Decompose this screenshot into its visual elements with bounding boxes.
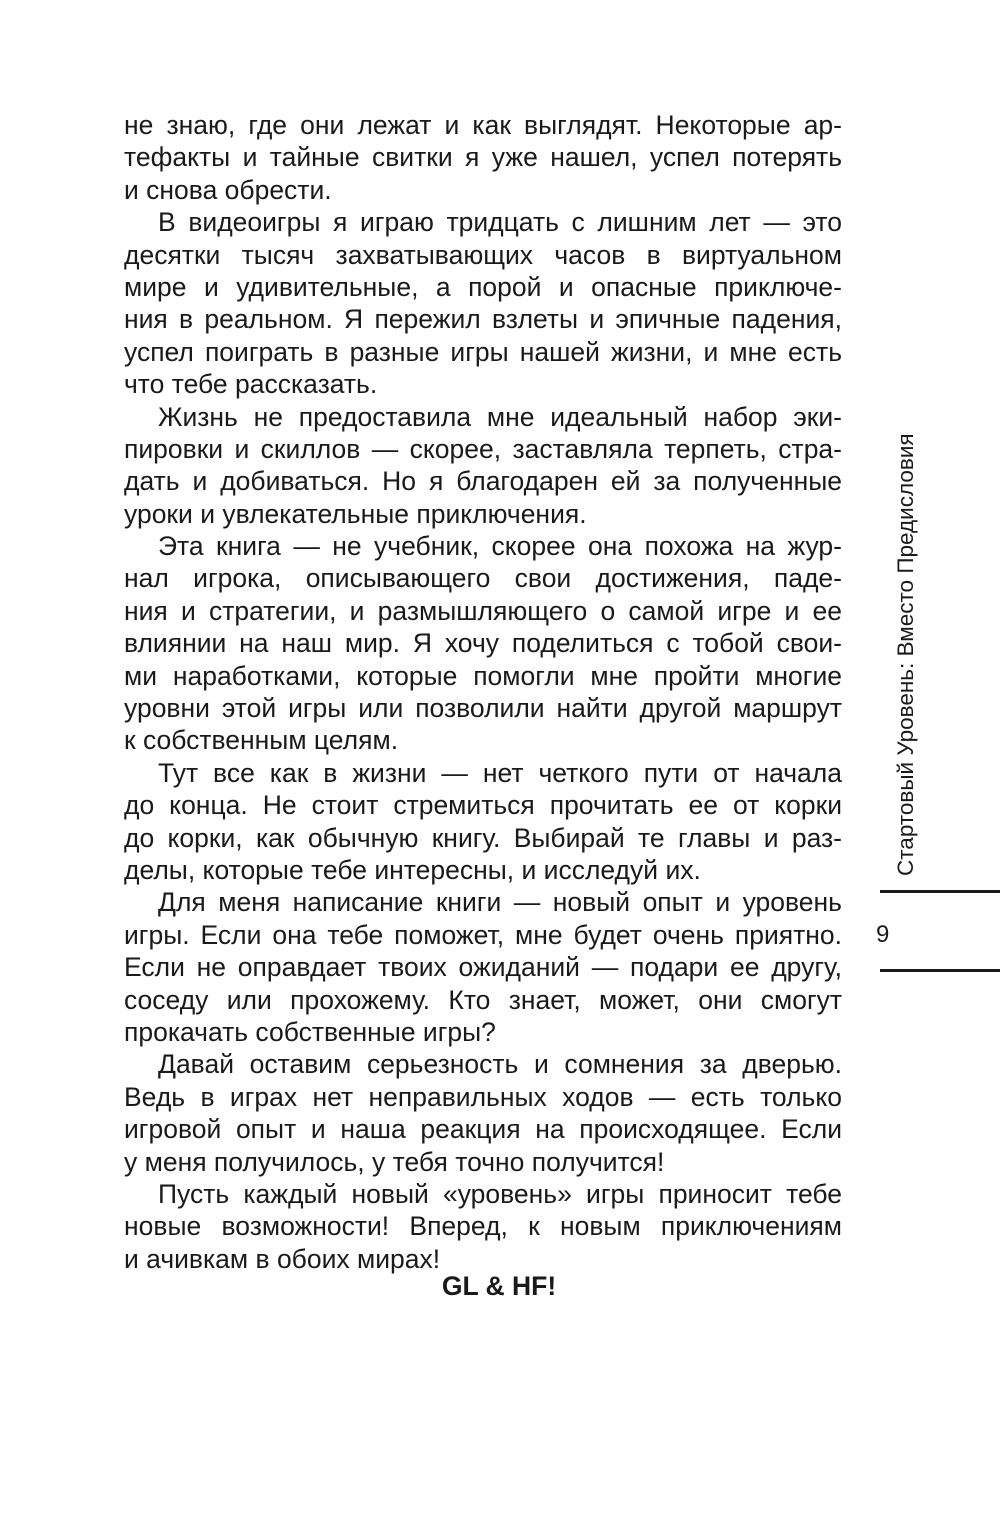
paragraph [124,109,842,206]
text-line: соседу или прохожему. Кто знает, может, они смогут [124,984,842,1015]
text-line: к собственным целям. [124,725,399,756]
text-line: Давай оставим серьезность и сомнения за дверью. [158,1049,842,1080]
text-line: уроки и увлекательные приключения. [124,498,587,529]
text-line: до конца. Не стоит стремиться прочитать ее от корки [124,790,842,821]
text-line: у меня получилось, у тебя точно получится! [124,1146,665,1177]
text-line: что тебе рассказать. [124,369,378,400]
text-line: мире и удивительные, а порой и опасные приключе- [124,271,842,302]
running-head-rule-bottom [880,969,1000,972]
text-line: уровни этой игры или позволили найти другой маршрут [124,693,842,724]
paragraph [124,530,842,757]
paragraph [124,1178,842,1275]
text-line: делы, которые тебе интересны, и исследуй их. [124,854,701,885]
body-text [124,109,842,1275]
text-line: и снова обрести. [124,174,332,205]
text-line: Эта книга — не учебник, скорее она похожа на жур- [158,531,842,562]
text-line: прокачать собственные игры? [124,1016,496,1047]
text-line: десятки тысяч захватывающих часов в виртуальном [124,239,842,270]
text-line: новые возможности! Вперед, к новым приключениям [124,1211,842,1242]
paragraph [124,206,842,400]
text-line: ния и стратегии, и размышляющего о самой игре и ее [124,595,842,626]
paragraph [124,401,842,531]
text-line: игровой опыт и наша реакция на происходящее. Если [124,1114,842,1145]
text-line: ми наработками, которые помогли мне пройти многие [124,660,842,691]
page-number: 9 [876,921,890,948]
text-line: В видеоигры я играю тридцать с лишним лет — это [158,207,842,238]
running-head-rule-top [880,890,1000,893]
text-line: не знаю, где они лежат и как выглядят. Некоторые ар- [124,110,842,140]
signoff: GL & HF! [441,1271,557,1301]
text-line: до корки, как обычную книгу. Выбирай те главы и раз- [124,822,842,853]
text-line: игры. Если она тебе поможет, мне будет очень приятно. [124,919,842,950]
text-line: Жизнь не предоставила мне идеальный набор эки- [158,401,842,432]
text-line: пировки и скиллов — скорее, заставляла терпеть, стра- [124,433,842,464]
text-line: Для меня написание книги — новый опыт и уровень [158,887,842,918]
text-line: успел поиграть в разные игры нашей жизни, и мне есть [124,336,842,367]
text-line: Пусть каждый новый «уровень» игры приносит тебе [158,1178,842,1209]
paragraph [124,886,842,1048]
text-line: дать и добиваться. Но я благодарен ей за полученные [124,466,842,497]
text-line: и ачивкам в обоих мирах! [124,1243,441,1274]
text-line: Тут все как в жизни — нет четкого пути от начала [158,757,842,788]
text-line: нал игрока, описывающего свои достижения, паде- [124,563,842,594]
text-line: ния в реальном. Я пережил взлеты и эпичные падения, [124,304,842,335]
text-line: тефакты и тайные свитки я уже нашел, успел потерять [124,142,842,173]
running-head: Стартовый Уровень: Вместо Предисловия [893,433,918,876]
text-line: влиянии на наш мир. Я хочу поделиться с тобой свои- [124,628,842,659]
paragraph [124,1048,842,1178]
text-line: Если не оправдает твоих ожиданий — подари ее другу, [124,952,842,983]
paragraph [124,757,842,887]
text-line: Ведь в играх нет неправильных ходов — есть только [124,1081,842,1112]
